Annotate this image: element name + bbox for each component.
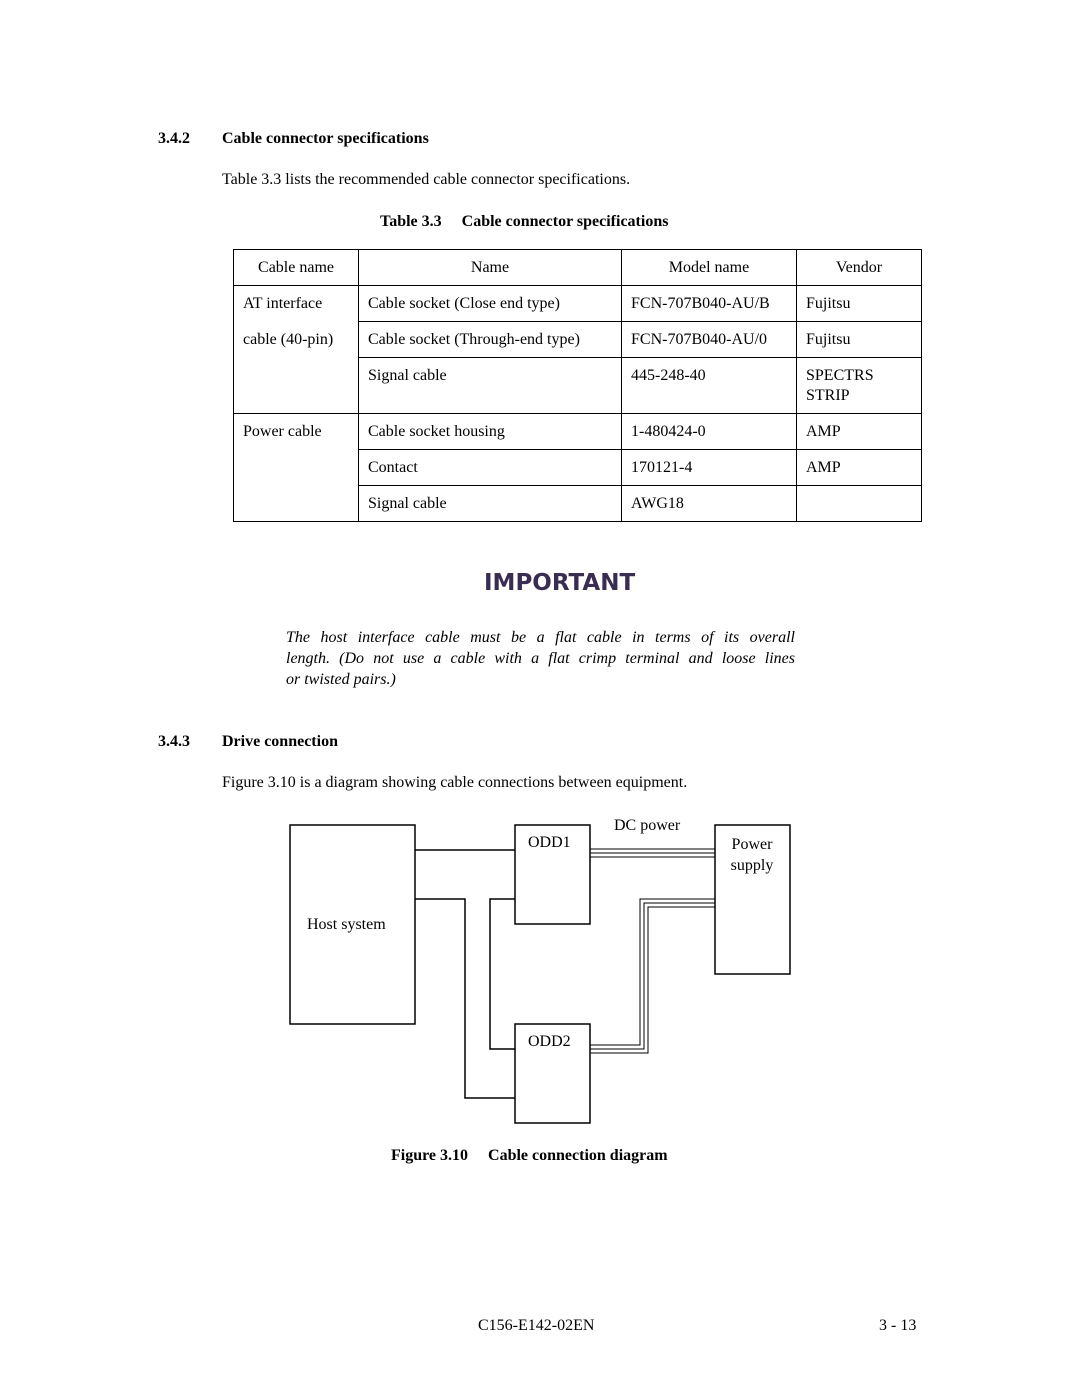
table-caption-number: Table 3.3 [380,213,442,230]
cell-model: FCN-707B040-AU/B [622,286,797,322]
cell-name: Contact [359,450,622,486]
cell-vendor: AMP [797,450,922,486]
cell-cable: AT interface [234,286,359,322]
important-label: IMPORTANT [484,570,636,596]
header-model-name: Model name [622,250,797,286]
host-odd2-cable [415,899,515,1098]
section-number: 3.4.2 [158,130,190,147]
cell-cable: Power cable [234,414,359,450]
cell-model: 170121-4 [622,450,797,486]
cell-vendor: AMP [797,414,922,450]
cell-name: Cable socket (Close end type) [359,286,622,322]
power-supply-line-1: Power [731,836,773,853]
vendor-line-1: SPECTRS [806,367,874,384]
note-line: or twisted pairs.) [286,671,396,688]
cell-model: AWG18 [622,486,797,522]
section-title: Drive connection [222,733,338,750]
host-system-label: Host system [307,916,386,933]
cell-name: Signal cable [359,486,622,522]
table-caption-title: Cable connector specifications [461,213,669,230]
header-vendor: Vendor [797,250,922,286]
vendor-line-2: STRIP [806,387,850,404]
cell-vendor: Fujitsu [797,286,922,322]
cell-model: FCN-707B040-AU/0 [622,322,797,358]
cell-name: Signal cable [359,358,622,414]
cell-vendor: Fujitsu [797,322,922,358]
cell-model: 445-248-40 [622,358,797,414]
header-cable-name: Cable name [234,250,359,286]
dc-power-cables [590,849,715,1053]
note-line: length. (Do not use a cable with a flat crimp terminal and loose lines [286,650,795,667]
cell-name: Cable socket housing [359,414,622,450]
cell-name: Cable socket (Through-end type) [359,322,622,358]
footer-doc-id: C156-E142-02EN [478,1317,595,1334]
dc-power-label: DC power [614,817,681,834]
section-title: Cable connector specifications [222,130,429,147]
figure-caption [391,1147,668,1165]
header-name: Name [359,250,622,286]
figure-caption-number: Figure 3.10 [391,1147,469,1164]
odd2-label: ODD2 [528,1033,571,1050]
power-supply-line-2: supply [730,857,774,874]
note-line: The host interface cable must be a flat cable in terms of its overall [286,629,795,646]
footer-page-number: 3 - 13 [879,1317,917,1334]
figure-caption-title: Cable connection diagram [488,1147,668,1164]
section-number: 3.4.3 [158,733,190,750]
cell-cable: cable (40-pin) [234,322,359,358]
cell-model: 1-480424-0 [622,414,797,450]
section-intro: Table 3.3 lists the recommended cable connector specifications. [222,171,631,188]
odd1-label: ODD1 [528,834,571,851]
section-intro: Figure 3.10 is a diagram showing cable connections between equipment. [222,774,688,791]
power-supply-label [728,834,776,876]
odd1-odd2-cable [490,899,515,1049]
